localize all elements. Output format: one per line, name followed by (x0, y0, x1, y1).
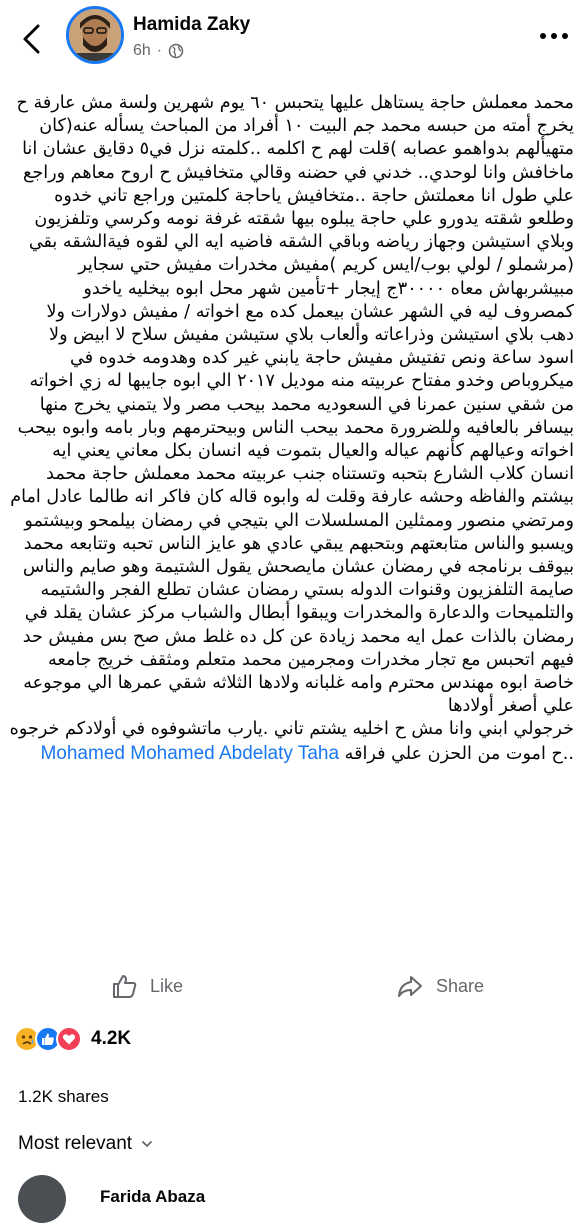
privacy-globe-icon (168, 43, 184, 59)
post-line: محترم وامه غلبانه ولادها الثلاثه شقي عمرها الي موجوعه علي أصغر (23, 673, 574, 717)
post-line: محمد معملش حاجة يستاهل عليها يتحبس ٦٠ يوم شهرين ولسة مش (81, 93, 574, 113)
love-reaction-icon (56, 1026, 82, 1052)
post-line: خرجولي ابني وانا مش ح اخليه يشتم تاني .يارب ماتشوفوه في أولادكم (65, 719, 574, 740)
commenter-name[interactable]: Farida Abaza (100, 1187, 206, 1206)
post-line: أولادها (447, 696, 494, 717)
post-line: والناس صايمة التلفزيون وقنوات الدوله بستي رمضان عشان تطلع (22, 557, 574, 601)
post-line: والشباب مركز عشان يقلد في رمضان بالذات عمل ايه محمد زيادة عن (24, 603, 574, 647)
like-button[interactable] (110, 972, 183, 1000)
post-line: له وابوه قاله كان فاكر انه طالما عادل امام ومرتضي منصور وممثلين (10, 487, 574, 531)
reactions-summary[interactable] (14, 1026, 131, 1052)
share-button[interactable] (396, 972, 484, 1000)
post-line: ومجرمين محمد متعلم ومثقف خريج جامعه خاصة ابوه مهندس (47, 649, 574, 694)
thumbs-up-icon (110, 972, 138, 1000)
post-body (8, 92, 574, 766)
chevron-down-icon (140, 1139, 154, 1149)
post-line: علي حاجة يبلوه بيها شقته غرفة نومه وكرسي وتلفزيون وبلاي استيشن (34, 209, 574, 253)
post-line: انسان بكل معاني يعني ايه انسان كلاب الشارع بتحبه وتستناه جنب (52, 441, 574, 485)
more-options-icon[interactable] (540, 26, 580, 46)
post-line: عربيته محمد معملش حاجة محمد بيشتم والفاظه وحشه عارفة وقلت (46, 464, 574, 508)
tagged-user-link[interactable]: Mohamed Mohamed Abdelaty Taha (40, 742, 340, 764)
post-header (0, 0, 587, 80)
post-line: استيشن وذراعاته وألعاب بلاي ستيشن مفيش سلاح لا ابيض ولا اسود (49, 325, 574, 369)
post-line: يخرج منها بيسافر بالعافيه وللضرورة محمد بيحب الناس وبيحترمهم (39, 394, 574, 438)
post-line: الفجر والشتيمه والتلميحات والدعارة والمخدرات ويبقوا أبطال (40, 580, 574, 624)
reaction-count: 4.2K (91, 1028, 132, 1049)
post-meta (133, 42, 184, 60)
comment-item (18, 1175, 578, 1205)
post-line: بيوقف برنامجه في رمضان عشان مايصحش يقول الشتيمة وهو صايم (79, 557, 574, 578)
post-line: في الشهر عشان بيعمل كده مع اخواته / مفيش دولارات ولا دهب بلاي (46, 301, 574, 346)
post-line: يسأله عنه(كان متهيألهم بدواهمو عصابه )قلت لهم ح اكلمه ..كلمته نزل (39, 116, 574, 160)
shares-count[interactable]: 1.2K shares (18, 1087, 109, 1106)
post-time[interactable]: 6h (133, 42, 151, 59)
post-line: متخافيش ح اروح معاهم وراجع علي طول انا معملتش (22, 162, 574, 206)
action-bar (0, 966, 587, 1010)
comment-sort-label: Most relevant (18, 1133, 133, 1154)
share-arrow-icon (396, 972, 424, 1000)
like-label: Like (150, 975, 184, 996)
author-avatar[interactable] (66, 6, 124, 64)
post-line: ميكروباص وخدو مفتاح عربيته منه موديل ٢٠١٧ الي ابوه جايبها له زي (79, 371, 574, 392)
post-line: كل ده غلط مش صح بس مفيش حد فيهم اتحبس مع تجار مخدرات (22, 626, 574, 670)
post-line: في٥ دقايق عشان انا ماخافش وانا لوحدي.. خدني في حضنه وقالي (22, 139, 574, 183)
post-line: وبار بامه وابوه بيحب اخواته وعيالهم كأنهم عياله والعيال بتموت فيه (17, 417, 574, 462)
post-line: المسلسلات الي بتيجي في رمضان بيلمحو وبيشتمو ويسبو والناس (24, 510, 574, 554)
post-line: اخواته من شقي سنين عمرنا في السعوديه محمد بيحب مصر ولا يتمني (29, 371, 574, 415)
post-line: ساعة ونص تفتيش مفيش حاجة يابني غير كده وهدومه خدوه في (70, 348, 532, 369)
author-name[interactable]: Hamida Zaky (133, 14, 251, 35)
post-line: خرجوه ..ح اموت من الحزن علي فراقه (9, 719, 574, 764)
post-line: عارفة ح يخرج أمته من حبسه محمد جم البيت ١٠ أفراد من المباحث (16, 93, 574, 137)
comment-sort-dropdown[interactable] (18, 1133, 154, 1155)
share-label: Share (436, 975, 485, 996)
post-line: حاجة ..متخافيش ياحاجة كلمتين وراجع تاني خدوه وطلعو شقته يدورو (54, 185, 574, 230)
back-arrow-icon[interactable] (18, 22, 48, 56)
commenter-avatar[interactable] (18, 1175, 66, 1223)
post-line: معاه ٣٠٠٠٠ج إيجار +تأمين شهر محل ابوه بيخليه ياخدو كمصروف ليه (83, 278, 574, 322)
post-line: لولي بوب/ايس كريم )مفيش مخدرات مفيش حتي سجاير مبيشربهاش (78, 255, 574, 299)
post-line: متابعتهم وبتحبهم يبقي عادي هو عايز الناس تحبه وتتابعه محمد (23, 533, 469, 554)
author-photo (69, 9, 121, 61)
meta-separator: · (156, 42, 163, 59)
post-line: وجهاز رياضه وباقي الشقه فاضيه ايه الي لقوه فيةالشقه بقي (مرشملو / (28, 232, 574, 276)
